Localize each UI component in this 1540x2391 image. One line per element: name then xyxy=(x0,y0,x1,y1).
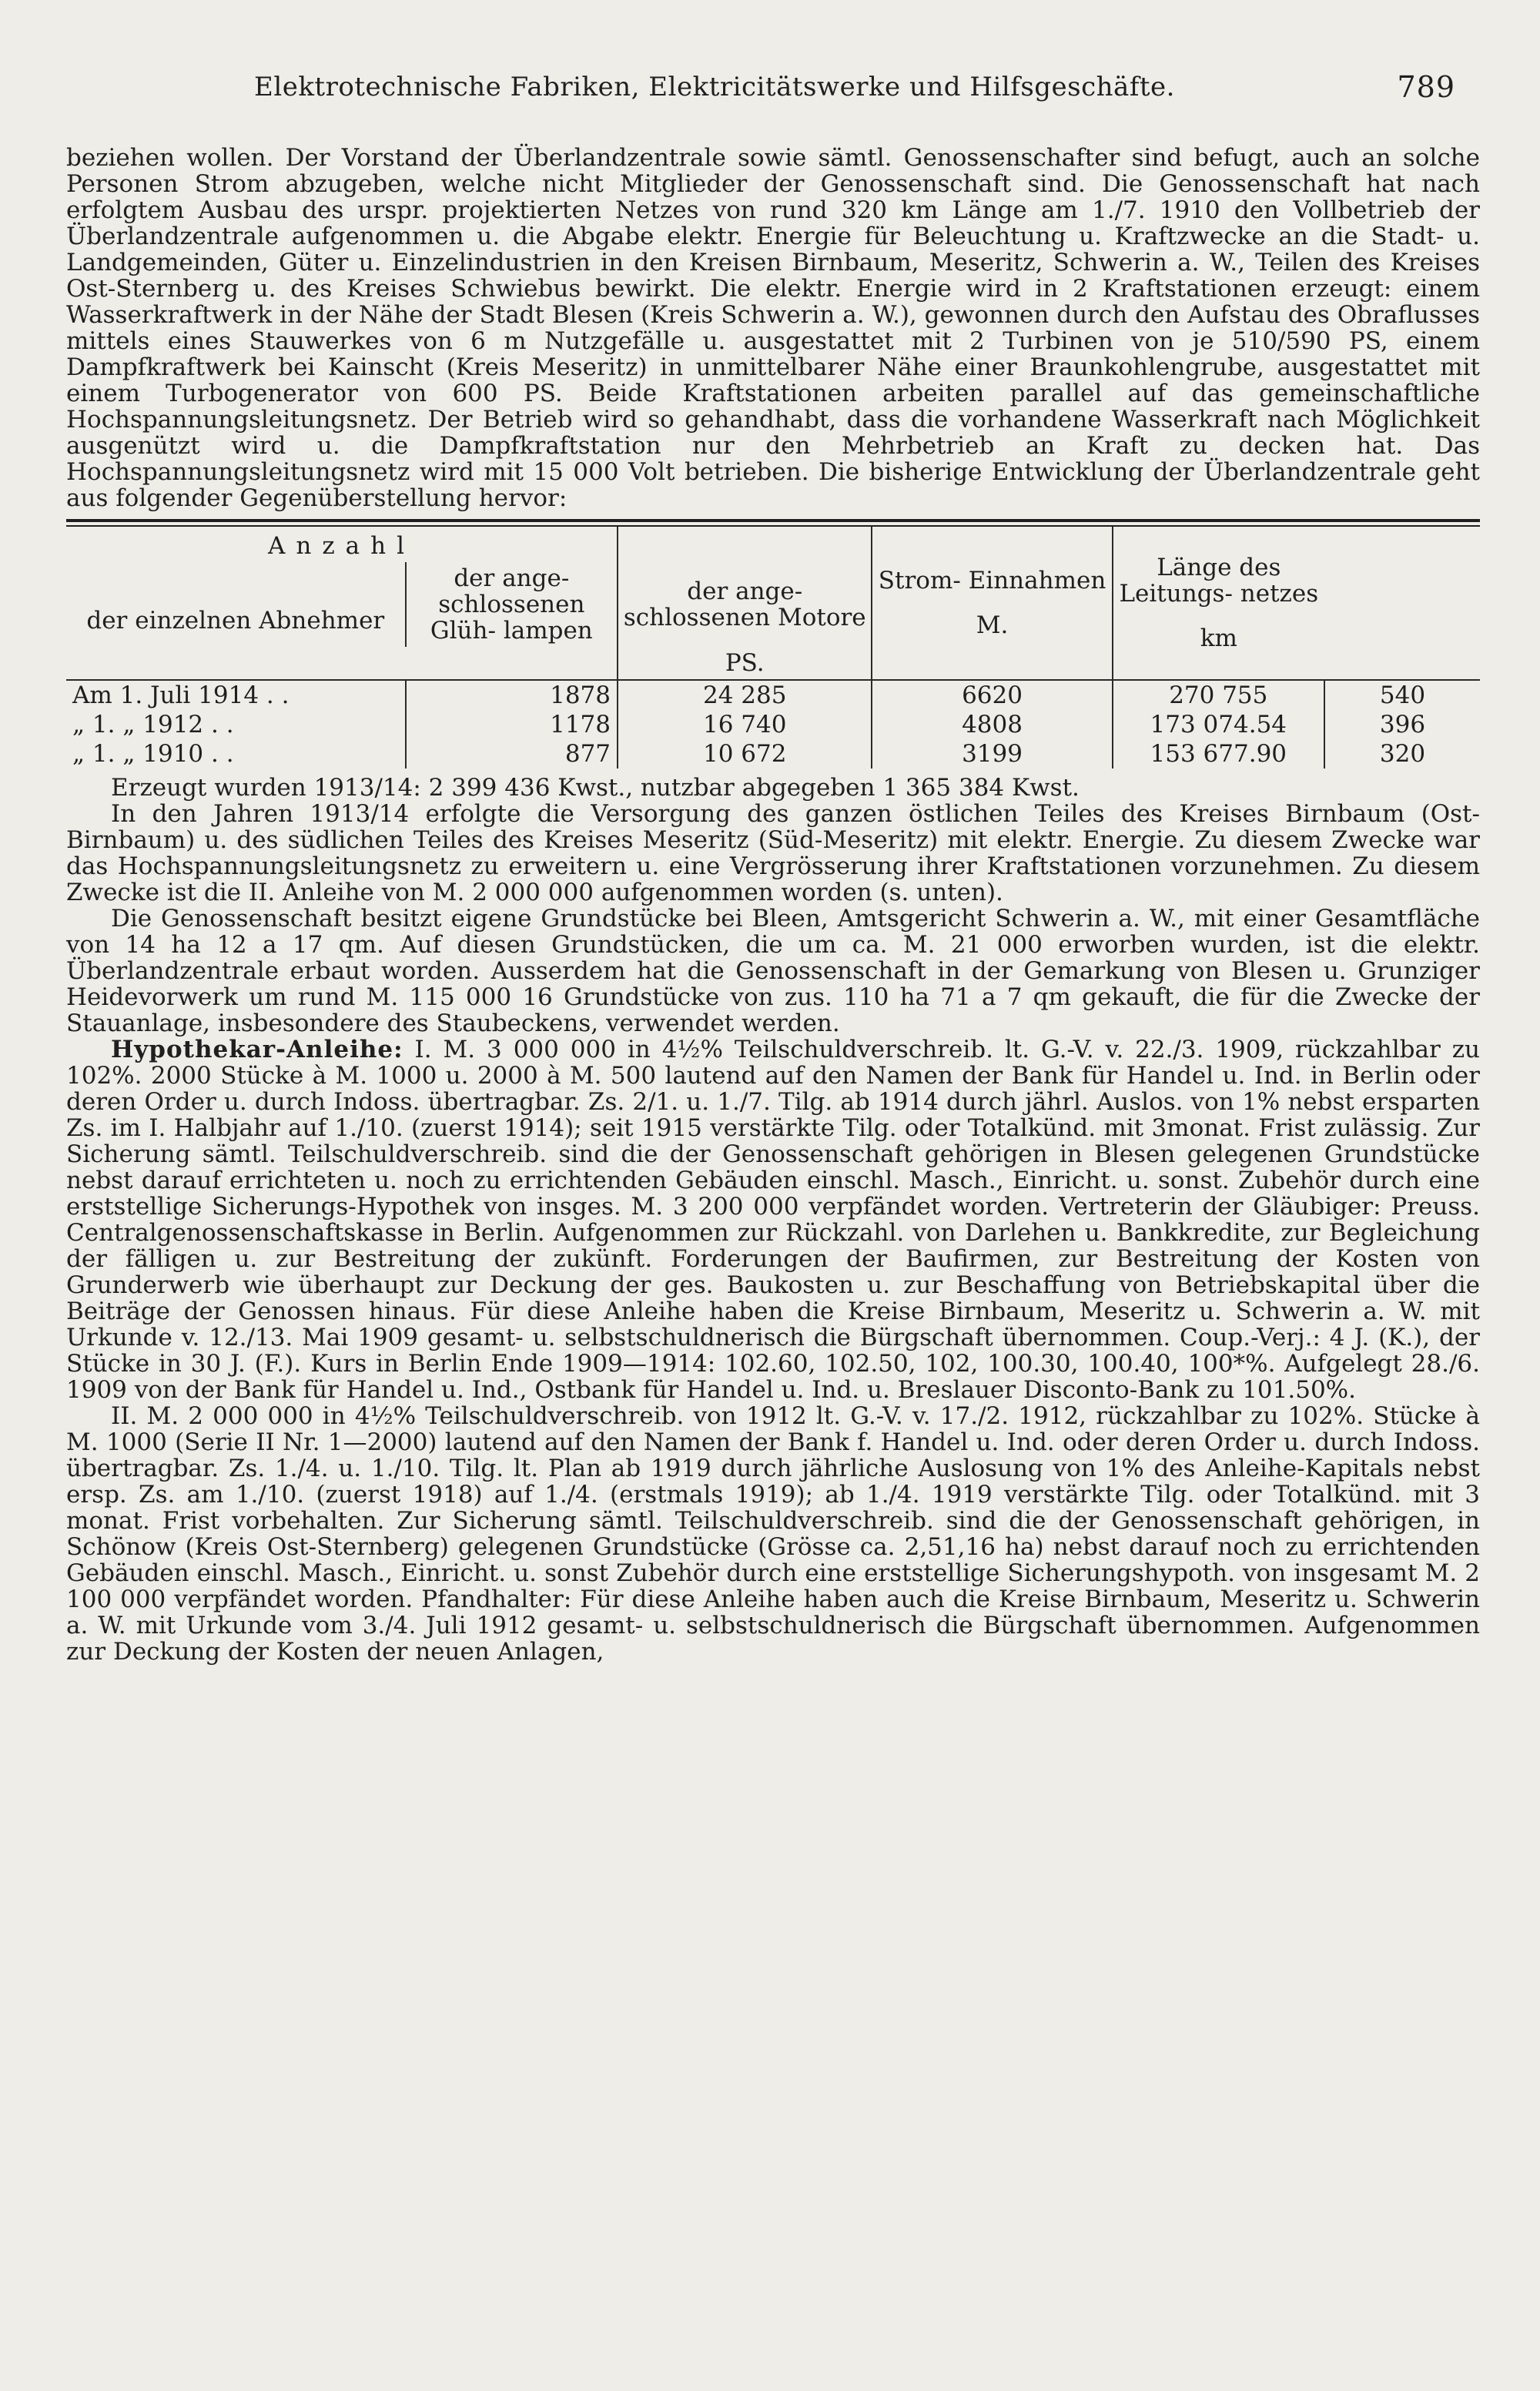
col-header-lampen: der ange- schlossenen Glüh- lampen xyxy=(406,562,618,647)
table-row xyxy=(66,739,1480,769)
page-body xyxy=(66,145,1480,1665)
header-spacer-end xyxy=(1324,527,1480,562)
cell-laenge: 540 xyxy=(1324,680,1480,710)
table-row xyxy=(66,680,1480,710)
hypothek-text: I. M. 3 000 000 in 4½% Teilschuldverschreib. lt. G.-V. v. 22./3. 1909, rückzahlbar zu 102%. 2000 Stücke à M. 1000 u. 2000 à M. 500 lautend auf den Namen der Bank für Handel u. Ind. in Berlin oder deren Order u. durch Indoss. übertragbar. Zs. 2/1. u. 1./7. Tilg. ab 1914 durch jährl. Auslos. von 1% nebst ersparten Zs. im I. Halbjahr auf 1./10. (zuerst 1914); seit 1915 verstärkte Tilg. oder Totalkünd. mit 3monat. Frist zulässig. Zur Sicherung sämtl. Teilschuldverschreib. sind die der Genossenschaft gehörigen in Blesen gelegenen Grundstücke nebst darauf errichteten u. noch zu errichtenden Gebäuden einschl. Masch., Einricht. u. sonst. Zubehör durch eine erststellige Sicherungs-Hypothek von insges. M. 3 200 000 verpfändet worden. Vertreterin der Gläubiger: Preuss. Centralgenossenschaftskasse in Berlin. Aufgenommen zur Rückzahl. von Darlehen u. Bankkredite, zur Begleichung der fälligen u. zur Bestreitung der zukünft. Forderungen der Baufirmen, zur Bestreitung der Kosten von Grunderwerb wie überhaupt zur Deckung der ges. Baukosten u. zur Beschaffung von Betriebskapital über die Beiträge der Genossen hinaus. Für diese Anleihe haben die Kreise Birnbaum, Meseritz u. Schwerin a. W. mit Urkunde v. 12./13. Mai 1909 gesamt- u. selbstschuldnerisch die Bürgschaft übernommen. Coup.-Verj.: 4 J. (K.), der Stücke in 30 J. (F.). Kurs in Berlin Ende 1909—1914: 102.60, 102.50, 102, 100.30, 100.40, 100*%. Aufgelegt 28./6. 1909 von der Bank für Handel u. Ind., Ostbank für Handel u. Ind. u. Breslauer Disconto-Bank zu 101.50%. xyxy=(66,1036,1480,1404)
cell-lampen: 16 740 xyxy=(618,710,872,739)
cell-abnehmer: 1178 xyxy=(406,710,618,739)
unit-motore: PS. xyxy=(618,647,872,680)
paragraph-hypothek xyxy=(66,1036,1480,1403)
unit-laenge: km xyxy=(1200,625,1237,652)
header-spacer-motore xyxy=(618,527,872,562)
table-row xyxy=(66,710,1480,739)
cell-abnehmer: 1878 xyxy=(406,680,618,710)
header-spacer-end-3 xyxy=(1324,647,1480,680)
cell-laenge: 320 xyxy=(1324,739,1480,769)
header-spacer-end-2 xyxy=(1324,562,1480,647)
cell-motore: 3199 xyxy=(872,739,1112,769)
group-header-anzahl: Anzahl xyxy=(267,532,416,560)
hypothek-label: Hypothekar-Anleihe: xyxy=(111,1036,403,1063)
row-label: „ 1. „ 1912 . . xyxy=(72,711,234,738)
col-header-motore: der ange- schlossenen Motore xyxy=(618,562,872,647)
paragraph-1913: In den Jahren 1913/14 erfolgte die Versorgung des ganzen östlichen Teiles des Kreises Birnbaum (Ost-Birnbaum) u. des südlichen Teiles des Kreises Meseritz (Süd-Meseritz) mit elektr. Energie. Zu diesem Zwecke war das Hochspannungsleitungsnetz zu erweitern u. eine Vergrösserung ihrer Kraftstationen vorzunehmen. Zu diesem Zwecke ist die II. Anleihe von M. 2 000 000 aufgenommen worden (s. unten). xyxy=(66,800,1480,906)
statistics-table-block xyxy=(66,519,1480,769)
col-header-einnahmen: Strom- Einnahmen M. xyxy=(872,527,1112,680)
row-label: Am 1. Juli 1914 . . xyxy=(66,680,406,710)
cell-lampen: 24 285 xyxy=(618,680,872,710)
col-header-laenge: Länge des Leitungs- netzes km xyxy=(1113,527,1324,680)
page-number: 789 xyxy=(1397,70,1455,104)
cell-einnahmen: 270 755 xyxy=(1113,680,1324,710)
cell-einnahmen: 173 074.54 xyxy=(1113,710,1324,739)
cell-abnehmer: 877 xyxy=(406,739,618,769)
col-header-abnehmer: der einzelnen Abnehmer xyxy=(86,607,385,635)
table-top-rule xyxy=(66,519,1480,522)
paragraph-anleihe-ii: II. M. 2 000 000 in 4½% Teilschuldverschreib. von 1912 lt. G.-V. v. 17./2. 1912, rückzahlbar zu 102%. Stücke à M. 1000 (Serie II Nr. 1—2000) lautend auf den Namen der Bank f. Handel u. Ind. oder deren Order u. durch Indoss. übertragbar. Zs. 1./4. u. 1./10. Tilg. lt. Plan ab 1919 durch jährliche Auslosung von 1% des Anleihe-Kapitals nebst ersp. Zs. am 1./10. (zuerst 1918) auf 1./4. (erstmals 1919); ab 1./4. 1919 verstärkte Tilg. oder Totalkünd. mit 3 monat. Frist vorbehalten. Zur Sicherung sämtl. Teilschuldverschreib. sind die der Genossenschaft gehörigen, in Schönow (Kreis Ost-Sternberg) gelegenen Grundstücke (Grösse ca. 2,51,16 ha) nebst darauf noch zu errichtenden Gebäuden einschl. Masch., Einricht. u. sonst Zubehör durch eine erststellige Sicherungshypoth. von insgesamt M. 2 100 000 verpfändet worden. Pfandhalter: Für diese Anleihe haben auch die Kreise Birnbaum, Meseritz u. Schwerin a. W. mit Urkunde vom 3./4. Juli 1912 gesamt- u. selbstschuldnerisch die Bürgschaft übernommen. Aufgenommen zur Deckung der Kosten der neuen Anlagen, xyxy=(66,1402,1480,1666)
cell-einnahmen: 153 677.90 xyxy=(1113,739,1324,769)
row-label: „ 1. „ 1910 . . xyxy=(72,740,234,768)
cell-lampen: 10 672 xyxy=(618,739,872,769)
intro-paragraph: beziehen wollen. Der Vorstand der Überlandzentrale sowie sämtl. Genossenschafter sind befugt, auch an solche Personen Strom abzugeben, welche nicht Mitglieder der Genossenschaft sind. Die Genossenschaft hat nach erfolgtem Ausbau des urspr. projektierten Netzes von rund 320 km Länge am 1./7. 1910 den Vollbetrieb der Überlandzentrale aufgenommen u. die Abgabe elektr. Energie für Beleuchtung u. Kraftzwecke an die Stadt- u. Landgemeinden, Güter u. Einzelindustrien in den Kreisen Birnbaum, Meseritz, Schwerin a. W., Teilen des Kreises Ost-Sternberg u. des Kreises Schwiebus bewirkt. Die elektr. Energie wird in 2 Kraftstationen erzeugt: einem Wasserkraftwerk in der Nähe der Stadt Blesen (Kreis Schwerin a. W.), gewonnen durch den Aufstau des Obraflusses mittels eines Stauwerkes von 6 m Nutzgefälle u. ausgestattet mit 2 Turbinen von je 510/590 PS, einem Dampfkraftwerk bei Kainscht (Kreis Meseritz) in unmittelbarer Nähe einer Braunkohlengrube, ausgestattet mit einem Turbogenerator von 600 PS. Beide Kraftstationen arbeiten parallel auf das gemeinschaftliche Hochspannungsleitungsnetz. Der Betrieb wird so gehandhabt, dass die vorhandene Wasserkraft nach Möglichkeit ausgenützt wird u. die Dampfkraftstation nur den Mehrbetrieb an Kraft zu decken hat. Das Hochspannungsleitungsnetz wird mit 15 000 Volt betrieben. Die bisherige Entwicklung der Überlandzentrale geht aus folgender Gegenüberstellung hervor: xyxy=(66,144,1480,512)
cell-motore: 6620 xyxy=(872,680,1112,710)
header-title: Elektrotechnische Fabriken, Elektricitätswerke und Hilfsgeschäfte. xyxy=(254,72,1175,102)
paragraph-grundstuecke: Die Genossenschaft besitzt eigene Grundstücke bei Bleen, Amtsgericht Schwerin a. W., mit einer Gesamtfläche von 14 ha 12 a 17 qm. Auf diesen Grundstücken, die um ca. M. 21 000 erworben wurden, ist die elektr. Überlandzentrale erbaut worden. Ausserdem hat die Genossenschaft in der Gemarkung von Blesen u. Grunziger Heidevorwerk um rund M. 115 000 16 Grundstücke von zus. 110 ha 71 a 7 qm gekauft, die für die Zwecke der Stauanlage, insbesondere des Staubeckens, verwendet werden. xyxy=(66,905,1480,1037)
production-line: Erzeugt wurden 1913/14: 2 399 436 Kwst., nutzbar abgegeben 1 365 384 Kwst. xyxy=(111,774,1080,802)
cell-laenge: 396 xyxy=(1324,710,1480,739)
cell-motore: 4808 xyxy=(872,710,1112,739)
unit-einnahmen: M. xyxy=(976,611,1009,639)
statistics-table xyxy=(66,527,1480,769)
unit-lampen-empty xyxy=(406,647,618,680)
running-header xyxy=(254,68,1455,106)
